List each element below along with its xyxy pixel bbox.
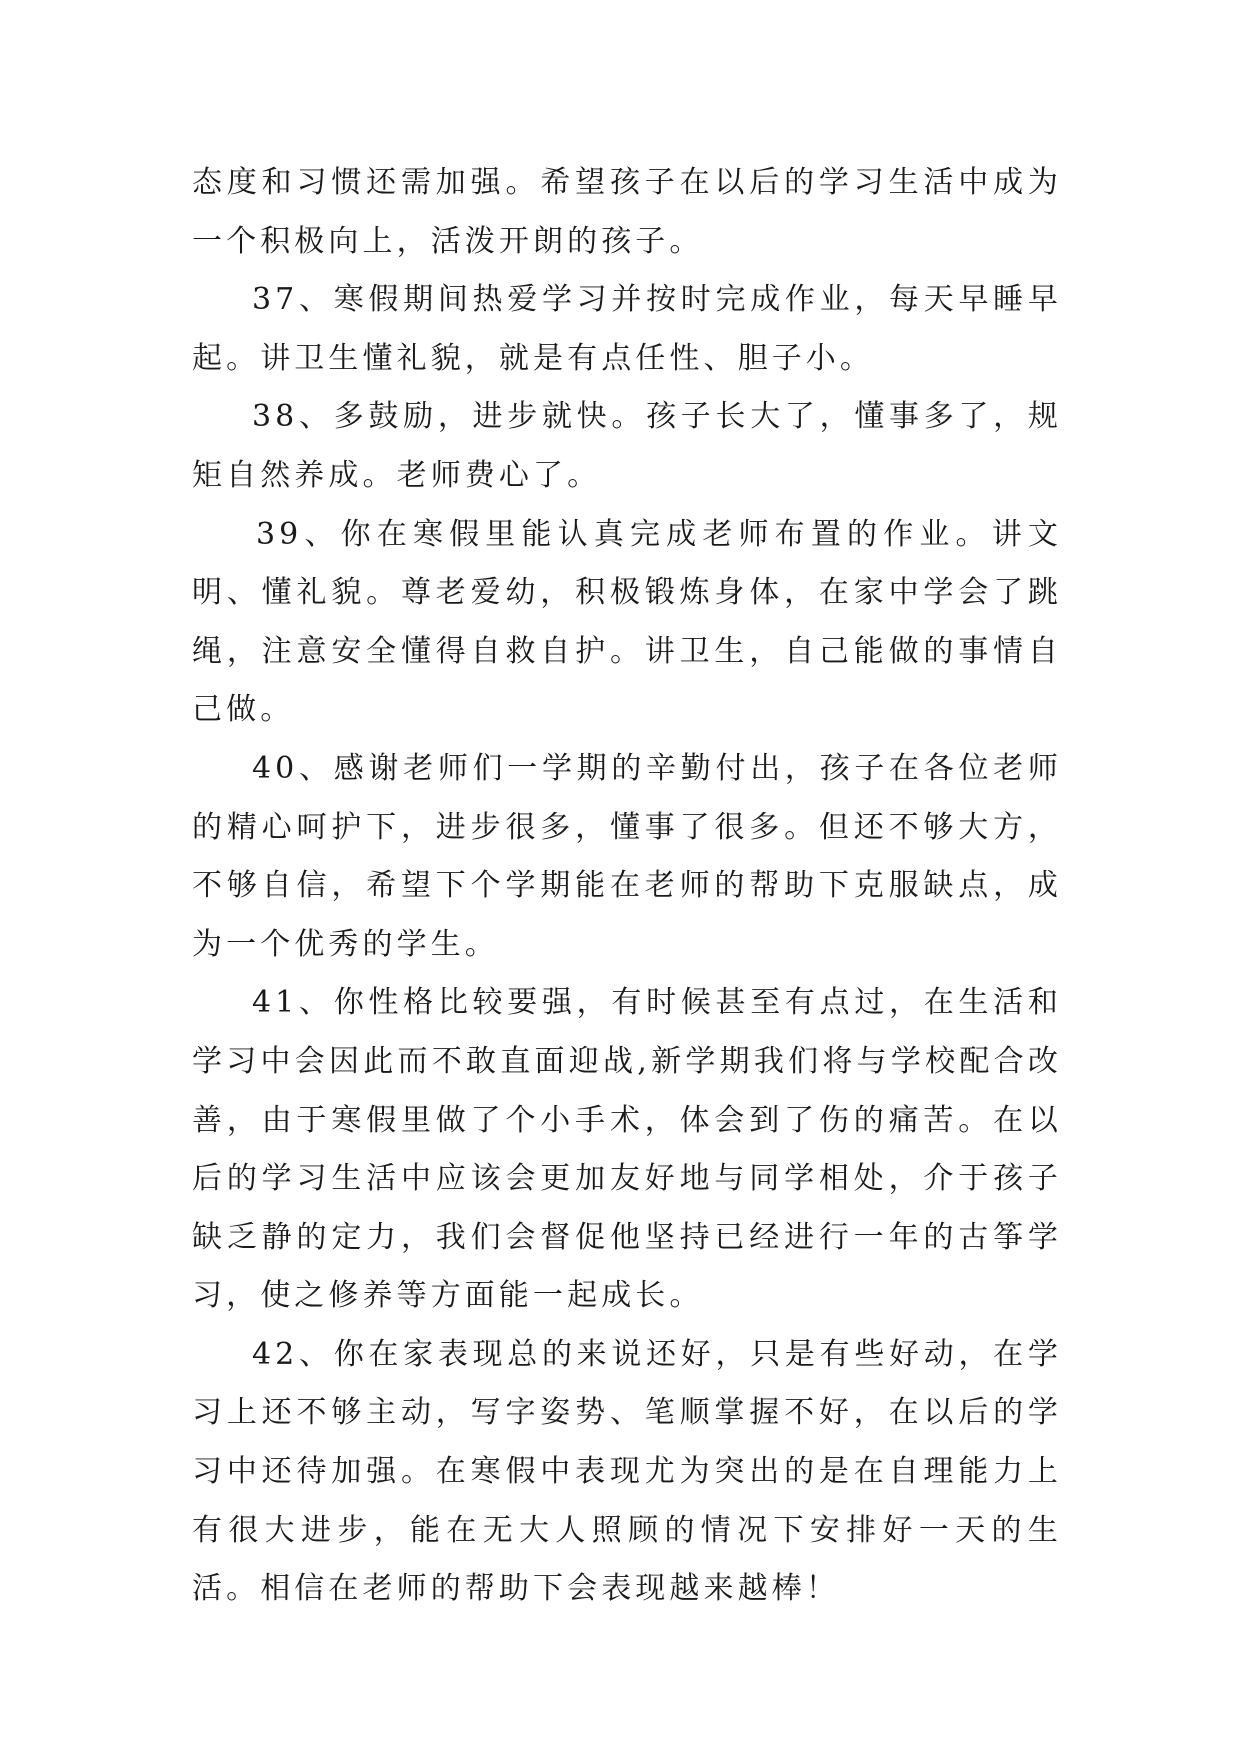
paragraph-38: 38、多鼓励，进步就快。孩子长大了，懂事多了，规矩自然养成。老师费心了。 (192, 399, 1062, 493)
paragraph-40: 40、感谢老师们一学期的辛勤付出，孩子在各位老师的精心呵护下，进步很多，懂事了很多。但还不够大方，不够自信，希望下个学期能在老师的帮助下克服缺点，成为一个优秀的学生。 (192, 750, 1062, 962)
paragraph-continued: 态度和习惯还需加强。希望孩子在以后的学习生活中成为一个积极向上，活泼开朗的孩子。 (192, 165, 1062, 259)
paragraph-42: 42、你在家表现总的来说还好，只是有些好动，在学习上还不够主动，写字姿势、笔顺掌握不好，在以后的学习中还待加强。在寒假中表现尤为突出的是在自理能力上有很大进步，能在无大人照顾的情况下安排好一天的生活。相信在老师的帮助下会表现越来越棒！ (192, 1336, 1062, 1607)
paragraph-39: 39、你在寒假里能认真完成老师布置的作业。讲文明、懂礼貌。尊老爱幼，积极锻炼身体，在家中学会了跳绳，注意安全懂得自救自护。讲卫生，自己能做的事情自己做。 (192, 516, 1062, 728)
paragraph-37: 37、寒假期间热爱学习并按时完成作业，每天早睡早起。讲卫生懂礼貌，就是有点任性、胆子小。 (192, 282, 1062, 376)
document-body (192, 154, 1062, 1619)
paragraph-41: 41、你性格比较要强，有时候甚至有点过，在生活和学习中会因此而不敢直面迎战,新学期我们将与学校配合改善，由于寒假里做了个小手术，体会到了伤的痛苦。在以后的学习生活中应该会更加友好地与同学相处，介于孩子缺乏静的定力，我们会督促他坚持已经进行一年的古筝学习，使之修养等方面能一起成长。 (192, 985, 1062, 1314)
